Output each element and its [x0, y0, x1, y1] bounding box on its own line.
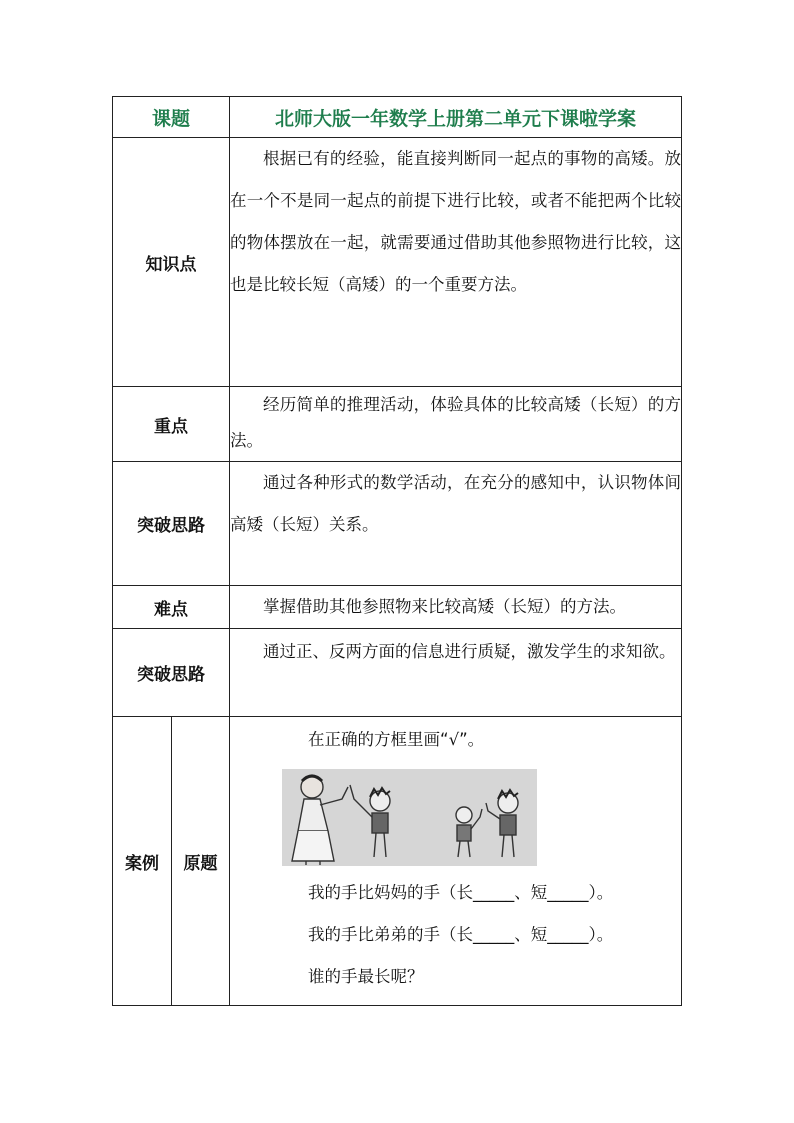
question-2: 我的手比弟弟的手（长_____、短_____）。	[308, 925, 614, 944]
breakthrough-cell-1	[230, 462, 682, 586]
knowledge-row	[113, 138, 682, 387]
case-cell	[230, 717, 682, 1006]
title-row	[113, 97, 682, 138]
knowledge-text: 根据已有的经验，能直接判断同一起点的事物的高矮。放在一个不是同一起点的前提下进行比较，或者不能把两个比较的物体摆放在一起，就需要通过借助其他参照物进行比较，这也是比较长短（高矮）的一个重要方法。	[230, 149, 682, 294]
original-problem-label: 原题	[172, 717, 230, 1006]
breakthrough-row-1	[113, 462, 682, 586]
knowledge-cell	[230, 138, 682, 387]
difficulty-text: 掌握借助其他参照物来比较高矮（长短）的方法。	[263, 597, 627, 616]
hand-comparison-illustration	[282, 769, 537, 866]
breakthrough-text-1: 通过各种形式的数学活动，在充分的感知中，认识物体间高矮（长短）关系。	[230, 473, 682, 534]
case-row	[113, 717, 682, 1006]
key-point-label: 重点	[113, 387, 230, 462]
difficulty-cell	[230, 586, 682, 629]
question-1: 我的手比妈妈的手（长_____、短_____）。	[308, 883, 614, 902]
difficulty-row	[113, 586, 682, 629]
illustration-drawing	[282, 769, 537, 866]
lesson-title: 北师大版一年数学上册第二单元下课啦学案	[230, 97, 682, 138]
breakthrough-label-2: 突破思路	[113, 629, 230, 717]
key-point-text: 经历简单的推理活动，体验具体的比较高矮（长短）的方法。	[230, 395, 682, 450]
breakthrough-cell-2	[230, 629, 682, 717]
case-instruction: 在正确的方框里画“√”。	[308, 730, 485, 749]
breakthrough-label-1: 突破思路	[113, 462, 230, 586]
breakthrough-text-2: 通过正、反两方面的信息进行质疑，激发学生的求知欲。	[263, 642, 676, 661]
breakthrough-row-2	[113, 629, 682, 717]
lesson-plan-table	[112, 96, 682, 1006]
knowledge-label: 知识点	[113, 138, 230, 387]
topic-label: 课题	[113, 97, 230, 138]
key-point-cell	[230, 387, 682, 462]
difficulty-label: 难点	[113, 586, 230, 629]
question-3: 谁的手最长呢？	[308, 967, 424, 986]
case-label: 案例	[113, 717, 172, 1006]
key-point-row	[113, 387, 682, 462]
